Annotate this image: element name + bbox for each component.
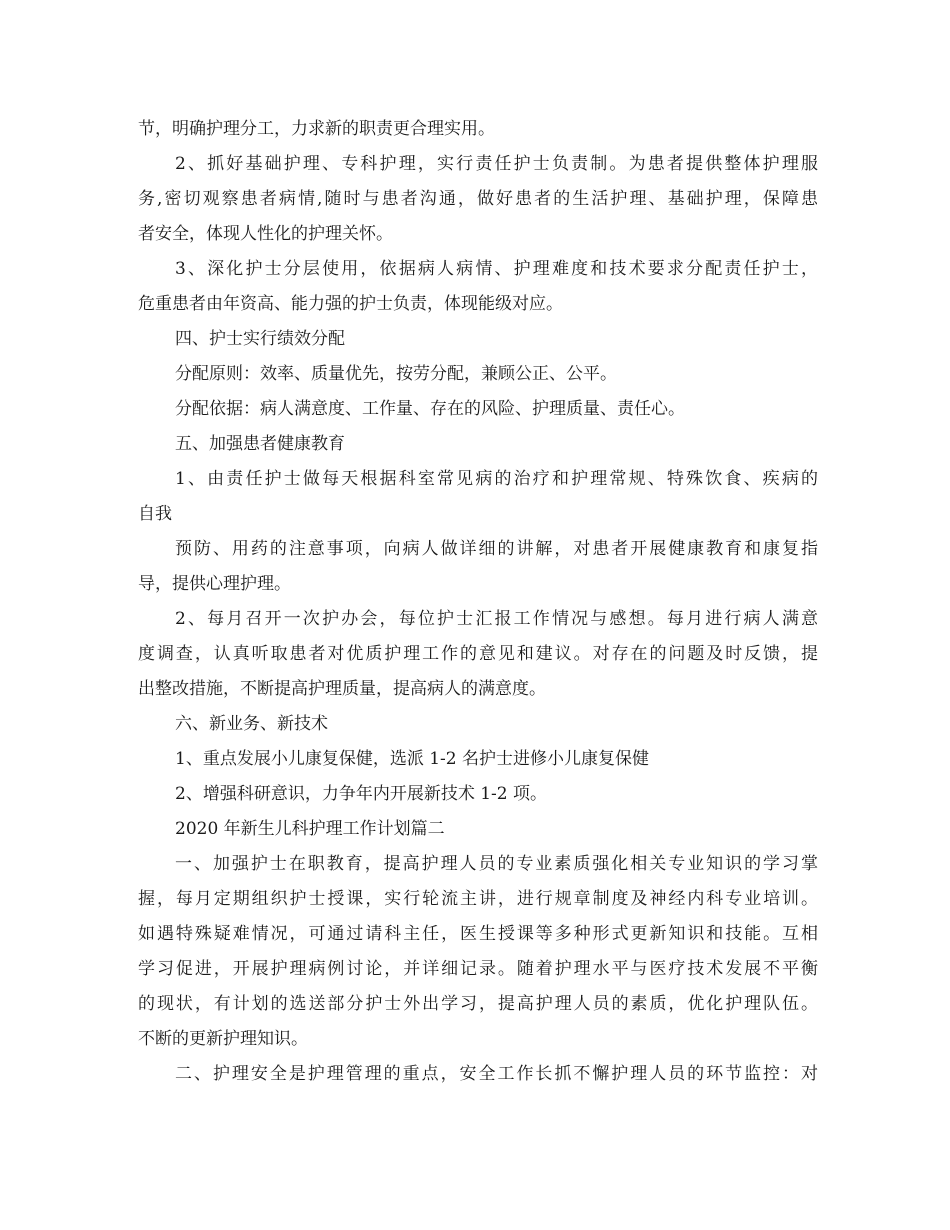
text-line: 度调查，认真听取患者对优质护理工作的意见和建议。对存在的问题及时反馈，提 — [138, 644, 818, 664]
text-line: 3、深化护士分层使用，依据病人病情、护理难度和技术要求分配责任护士， — [175, 259, 818, 279]
section-heading: 四、护士实行绩效分配 — [175, 329, 345, 349]
text-line: 危重患者由年资高、能力强的护士负责，体现能级对应。 — [138, 294, 563, 314]
text-line: 握，每月定期组织护士授课，实行轮流主讲，进行规章制度及神经内科专业培训。 — [138, 889, 818, 909]
text-line: 不断的更新护理知识。 — [138, 1029, 308, 1049]
text-line: 学习促进，开展护理病例讨论，并详细记录。随着护理水平与医疗技术发展不平衡 — [138, 959, 818, 979]
text-line: 2、抓好基础护理、专科护理，实行责任护士负责制。为患者提供整体护理服 — [175, 154, 818, 174]
text-line: 导，提供心理护理。 — [138, 574, 291, 594]
section-heading: 五、加强患者健康教育 — [175, 434, 345, 454]
text-line: 2、每月召开一次护办会，每位护士汇报工作情况与感想。每月进行病人满意 — [175, 609, 818, 629]
text-line: 预防、用药的注意事项，向病人做详细的讲解，对患者开展健康教育和康复指 — [175, 539, 818, 559]
text-line: 分配原则：效率、质量优先，按劳分配，兼顾公正、公平。 — [175, 364, 617, 384]
text-line: 务,密切观察患者病情,随时与患者沟通，做好患者的生活护理、基础护理，保障患 — [138, 189, 818, 209]
text-line: 1、重点发展小儿康复保健，选派 1-2 名护士进修小儿康复保健 — [175, 749, 649, 769]
text-line: 1、由责任护士做每天根据科室常见病的治疗和护理常规、特殊饮食、疾病的 — [175, 469, 818, 489]
text-line: 节，明确护理分工，力求新的职责更合理实用。 — [138, 119, 495, 139]
text-line: 者安全，体现人性化的护理关怀。 — [138, 224, 393, 244]
text-line: 分配依据：病人满意度、工作量、存在的风险、护理质量、责任心。 — [175, 399, 685, 419]
text-line: 自我 — [138, 504, 172, 524]
section-title: 2020 年新生儿科护理工作计划篇二 — [175, 819, 445, 839]
text-line: 2、增强科研意识，力争年内开展新技术 1-2 项。 — [175, 784, 547, 804]
text-line: 的现状，有计划的选送部分护士外出学习，提高护理人员的素质，优化护理队伍。 — [138, 994, 818, 1014]
text-line: 一、加强护士在职教育，提高护理人员的专业素质强化相关专业知识的学习掌 — [175, 854, 818, 874]
text-line: 出整改措施，不断提高护理质量，提高病人的满意度。 — [138, 679, 546, 699]
text-line: 如遇特殊疑难情况，可通过请科主任，医生授课等多种形式更新知识和技能。互相 — [138, 924, 818, 944]
text-line: 二、护理安全是护理管理的重点，安全工作长抓不懈护理人员的环节监控：对 — [175, 1064, 818, 1084]
section-heading: 六、新业务、新技术 — [175, 714, 328, 734]
